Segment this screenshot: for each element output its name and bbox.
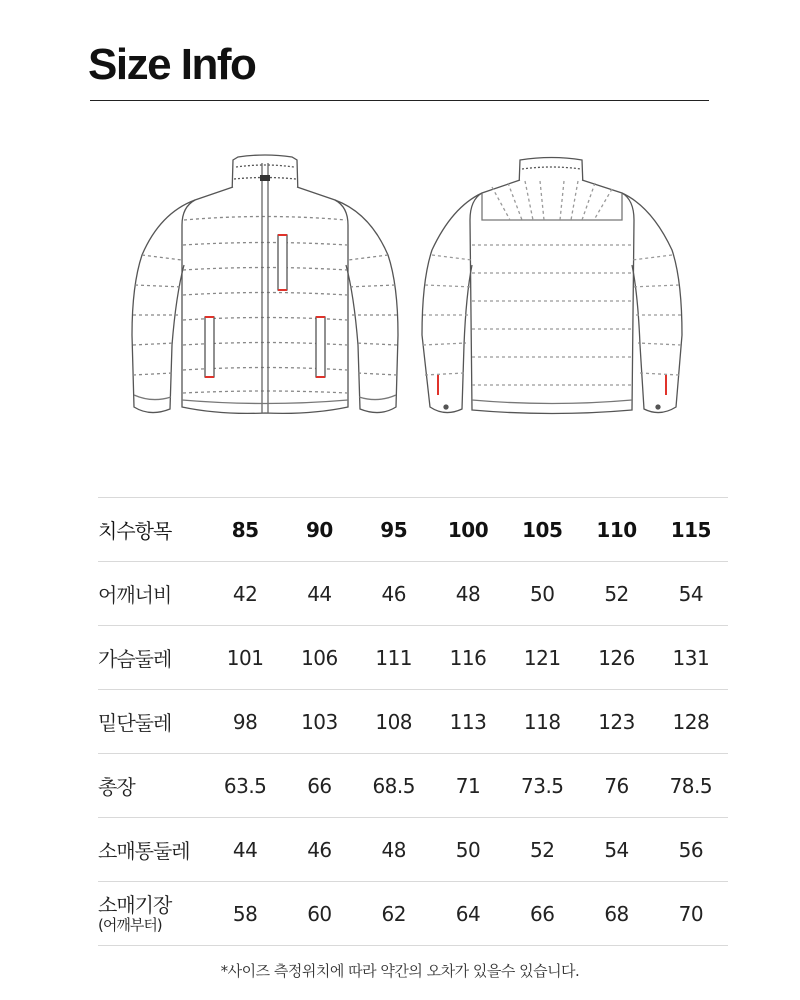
table-cell: 44 [282, 562, 356, 626]
table-cell: 71 [431, 754, 505, 818]
row-label: 어깨너비 [98, 562, 208, 626]
table-cell: 56 [654, 818, 728, 882]
table-cell: 50 [431, 818, 505, 882]
jacket-back-icon [422, 158, 682, 414]
table-cell: 44 [208, 818, 282, 882]
jacket-illustration [120, 145, 700, 435]
table-row [98, 626, 728, 690]
size-disclaimer: *사이즈 측정위치에 따라 약간의 오차가 있을수 있습니다. [220, 962, 580, 980]
table-cell: 52 [579, 562, 653, 626]
table-cell: 52 [505, 818, 579, 882]
table-cell: 68 [579, 882, 653, 946]
table-cell: 66 [282, 754, 356, 818]
table-cell: 121 [505, 626, 579, 690]
table-cell: 63.5 [208, 754, 282, 818]
table-cell: 66 [505, 882, 579, 946]
row-label: 총장 [98, 754, 208, 818]
table-cell: 113 [431, 690, 505, 754]
table-cell: 60 [282, 882, 356, 946]
table-cell: 62 [357, 882, 431, 946]
table-row [98, 754, 728, 818]
table-cell: 128 [654, 690, 728, 754]
size-table [98, 497, 728, 946]
table-cell: 73.5 [505, 754, 579, 818]
size-header: 110 [579, 498, 653, 562]
size-header: 105 [505, 498, 579, 562]
page-title: Size Info [88, 40, 256, 89]
size-header: 100 [431, 498, 505, 562]
table-cell: 50 [505, 562, 579, 626]
table-row [98, 818, 728, 882]
title-divider [90, 100, 709, 101]
table-row [98, 690, 728, 754]
size-header: 115 [654, 498, 728, 562]
table-cell: 116 [431, 626, 505, 690]
table-cell: 76 [579, 754, 653, 818]
table-cell: 54 [654, 562, 728, 626]
table-cell: 118 [505, 690, 579, 754]
table-cell: 111 [357, 626, 431, 690]
table-cell: 123 [579, 690, 653, 754]
table-cell: 101 [208, 626, 282, 690]
table-row [98, 882, 728, 946]
table-cell: 68.5 [357, 754, 431, 818]
table-cell: 64 [431, 882, 505, 946]
table-cell: 48 [357, 818, 431, 882]
table-cell: 58 [208, 882, 282, 946]
table-cell: 108 [357, 690, 431, 754]
size-header: 95 [357, 498, 431, 562]
table-cell: 70 [654, 882, 728, 946]
table-cell: 46 [357, 562, 431, 626]
table-cell: 42 [208, 562, 282, 626]
table-cell: 78.5 [654, 754, 728, 818]
row-label-main: 소매기장 [98, 892, 172, 917]
table-cell: 126 [579, 626, 653, 690]
table-cell: 103 [282, 690, 356, 754]
header-label: 치수항목 [98, 498, 208, 562]
table-cell: 54 [579, 818, 653, 882]
row-label: 가슴둘레 [98, 626, 208, 690]
table-cell: 106 [282, 626, 356, 690]
table-cell: 131 [654, 626, 728, 690]
table-cell: 98 [208, 690, 282, 754]
row-label: 밑단둘레 [98, 690, 208, 754]
table-cell: 48 [431, 562, 505, 626]
row-label: 소매통둘레 [98, 818, 208, 882]
size-header: 90 [282, 498, 356, 562]
table-header-row [98, 498, 728, 562]
row-label [98, 882, 208, 946]
jacket-front-icon [132, 155, 398, 413]
size-header: 85 [208, 498, 282, 562]
table-row [98, 562, 728, 626]
table-cell: 46 [282, 818, 356, 882]
row-label-sub: (어깨부터) [98, 915, 162, 934]
